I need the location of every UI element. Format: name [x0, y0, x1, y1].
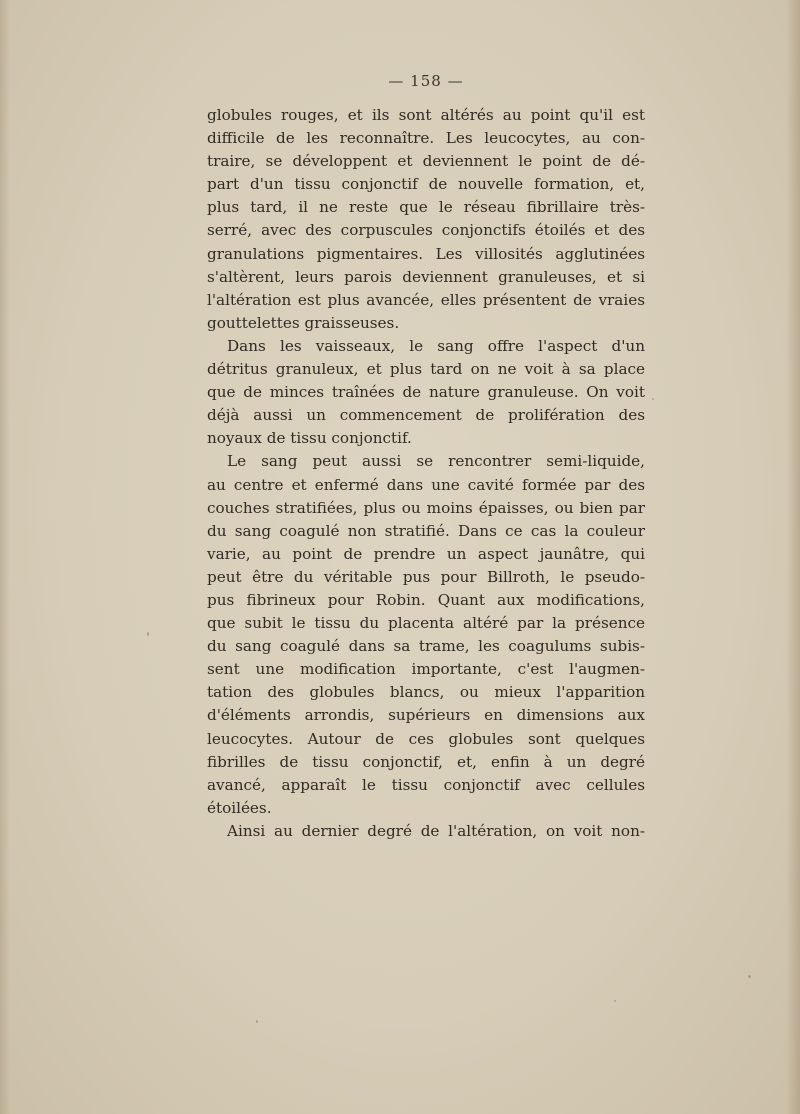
text-line: l'altération est plus avancée, elles présentent de vraies [207, 290, 645, 309]
text-line: serré, avec des corpuscules conjonctifs étoilés et des [207, 221, 645, 240]
page-edge-shadow-left [0, 0, 10, 1114]
text-line: détritus granuleux, et plus tard on ne voit à sa place [207, 360, 645, 379]
text-line: fibrilles de tissu conjonctif, et, enfin à un degré [207, 752, 645, 771]
text-line: peut être du véritable pus pour Billroth, le pseudo- [207, 567, 645, 586]
text-line: leucocytes. Autour de ces globules sont quelques [207, 729, 645, 748]
text-line: que subit le tissu du placenta altéré par la présence [207, 614, 645, 633]
text-line: étoilées. [207, 798, 272, 817]
text-line: globules rouges, et ils sont altérés au point qu'il est [207, 106, 645, 124]
text-line: part d'un tissu conjonctif de nouvelle formation, et, [207, 175, 645, 194]
text-line: varie, au point de prendre un aspect jaunâtre, qui [207, 544, 645, 563]
text-line: avancé, apparaît le tissu conjonctif avec cellules [207, 775, 645, 794]
text-line: Dans les vaisseaux, le sang offre l'aspect d'un [227, 336, 645, 355]
text-line: gouttelettes graisseuses. [207, 313, 400, 332]
text-line: noyaux de tissu conjonctif. [207, 429, 412, 448]
text-line: Ainsi au dernier degré de l'altération, on voit non- [227, 821, 645, 840]
text-line: au centre et enfermé dans une cavité formée par des [207, 475, 645, 494]
paper-speck [256, 1020, 258, 1023]
text-line: granulations pigmentaires. Les villosités agglutinées [207, 244, 645, 263]
text-line: plus tard, il ne reste que le réseau fibrillaire très- [207, 198, 645, 217]
paper-speck [147, 632, 149, 636]
page-edge-shadow-right [786, 0, 800, 1114]
text-line: d'éléments arrondis, supérieurs en dimensions aux [207, 706, 645, 725]
text-line: difficile de les reconnaître. Les leucocytes, au con- [207, 129, 645, 148]
paper-speck [652, 398, 654, 400]
text-line: du sang coagulé dans sa trame, les coagulums subis- [207, 637, 645, 656]
paper-speck [748, 975, 751, 978]
text-line: sent une modification importante, c'est l'augmen- [207, 660, 645, 679]
text-line: du sang coagulé non stratifié. Dans ce cas la couleur [207, 521, 645, 540]
text-line: Le sang peut aussi se rencontrer semi-liquide, [227, 452, 645, 471]
text-line: s'altèrent, leurs parois deviennent granuleuses, et si [207, 267, 645, 286]
text-line: que de minces traînées de nature granuleuse. On voit [207, 383, 645, 402]
body-text [207, 104, 645, 843]
text-line: pus fibrineux pour Robin. Quant aux modifications, [207, 590, 645, 609]
page-number: — 158 — [388, 72, 464, 90]
text-line: couches stratifiées, plus ou moins épaisses, ou bien par [207, 498, 645, 517]
paper-speck [614, 1000, 616, 1002]
text-line: tation des globules blancs, ou mieux l'apparition [207, 683, 645, 702]
text-line: déjà aussi un commencement de prolifération des [207, 406, 645, 425]
text-line: traire, se développent et deviennent le point de dé- [207, 152, 645, 171]
